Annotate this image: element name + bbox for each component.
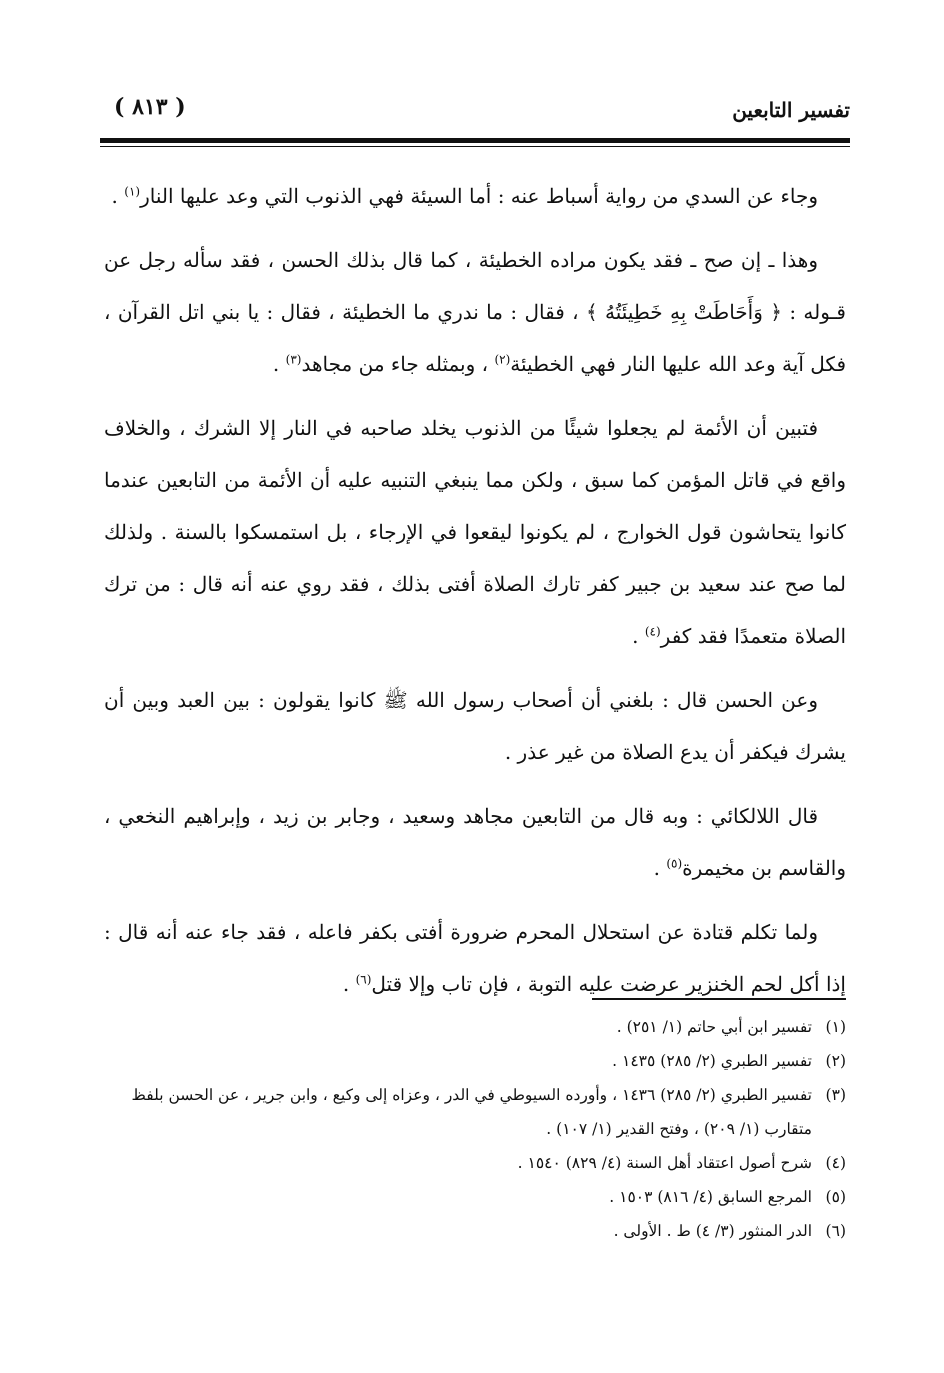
paragraph-2: وهذا ـ إن صح ـ فقد يكون مراده الخطيئة ، كما قال بذلك الحسن ، فقد سأله رجل عن قـوله : ﴿ وَأَحَاطَتْ بِهِ خَطِيئَتُهُ ﴾ ، فقال : ما ندري ما الخطيئة ، فقال : يا بني اتل القرآن ، فكل آية وعد الله عليها النار فهي الخطيئة$^{(٢)}$ ، وبمثله جاء من مجاهد$^{(٣)}$ . [104, 248, 846, 376]
paragraph-6: ولما تكلم قتادة عن استحلال المحرم ضرورة أفتى بكفر فاعله ، فقد جاء عنه أنه قال : إذا أكل لحم الخنزير عرضت عليه التوبة ، فإن تاب وإلا قتل$^{(٦)}$ . [104, 920, 846, 996]
footnote-item [100, 1078, 846, 1146]
footnote-text: المرجع السابق (٤/ ٨١٦) ١٥٠٣ . [609, 1188, 812, 1206]
footnote-number: (٤) [825, 1154, 846, 1172]
paragraph-1: وجاء عن السدي من رواية أسباط عنه : أما السيئة فهي الذنوب التي وعد عليها النار$^{(١)}$ . [111, 184, 818, 208]
footnote-item [100, 1214, 846, 1248]
page-number: ( ٨١٣ ) [114, 94, 186, 120]
footnote-item [100, 1146, 846, 1180]
footnote-ref-3: (٣) [285, 352, 302, 367]
footnote-ref-1: (١) [124, 184, 141, 199]
paragraph-3: فتبين أن الأئمة لم يجعلوا شيئًا من الذنوب يخلد صاحبه في النار إلا الشرك ، والخلاف واقع في قاتل المؤمن كما سبق ، ولكن مما ينبغي التنبيه عليه أن الأئمة من التابعين عندما كانوا يتحاشون قول الخوارج ، لم يكونوا ليقعوا في الإرجاء ، بل استمسكوا بالسنة . ولذلك لما صح عند سعيد بن جبير كفر تارك الصلاة أفتى بذلك ، فقد روي عنه أنه قال : من ترك الصلاة متعمدًا فقد كفر$^{(٤)}$ . [104, 416, 846, 648]
footnote-number: (١) [825, 1018, 846, 1036]
footnote-separator [592, 998, 846, 1000]
paragraph-4: وعن الحسن قال : بلغني أن أصحاب رسول الله ﷺ كانوا يقولون : بين العبد وبين أن يشرك فيكفر أن يدع الصلاة من غير عذر . [104, 688, 846, 764]
header-rule-thick [100, 138, 850, 143]
running-title: تفسير التابعين [732, 98, 850, 122]
footnote-ref-5: (٥) [666, 856, 683, 871]
footnote-text: الدر المنثور (٣/ ٤) ط . الأولى . [613, 1222, 812, 1240]
footnote-text: تفسير الطبري (٢/ ٢٨٥) ١٤٣٥ . [612, 1052, 812, 1070]
footnote-item [100, 1044, 846, 1078]
footnote-number: (٥) [825, 1188, 846, 1206]
footnote-ref-2: (٢) [494, 352, 511, 367]
footnotes [100, 1010, 846, 1248]
footnote-ref-4: (٤) [644, 624, 661, 639]
footnote-text: تفسير الطبري (٢/ ٢٨٥) ١٤٣٦ ، وأورده السيوطي في الدر ، وعزاه إلى وكيع ، وابن جرير ، عن الحسن بلفظ متقارب (١/ ٢٠٩) ، وفتح القدير (١/ ١٠٧) . [131, 1086, 812, 1138]
footnote-text: تفسير ابن أبي حاتم (١/ ٢٥١) . [616, 1018, 812, 1036]
footnote-text: شرح أصول اعتقاد أهل السنة (٤/ ٨٢٩) ١٥٤٠ . [517, 1154, 812, 1172]
footnote-number: (٦) [825, 1222, 846, 1240]
footnote-number: (٢) [825, 1052, 846, 1070]
footnote-item [100, 1180, 846, 1214]
footnote-number: (٣) [825, 1086, 846, 1104]
footnote-item [100, 1010, 846, 1044]
main-text [104, 170, 846, 1022]
header-rule-thin [100, 146, 850, 147]
paragraph-5: قال اللالكائي : وبه قال من التابعين مجاهد وسعيد ، وجابر بن زيد ، وإبراهيم النخعي ، والقاسم بن مخيمرة$^{(٥)}$ . [104, 804, 846, 880]
page-header [100, 88, 850, 132]
footnote-ref-6: (٦) [355, 972, 372, 987]
